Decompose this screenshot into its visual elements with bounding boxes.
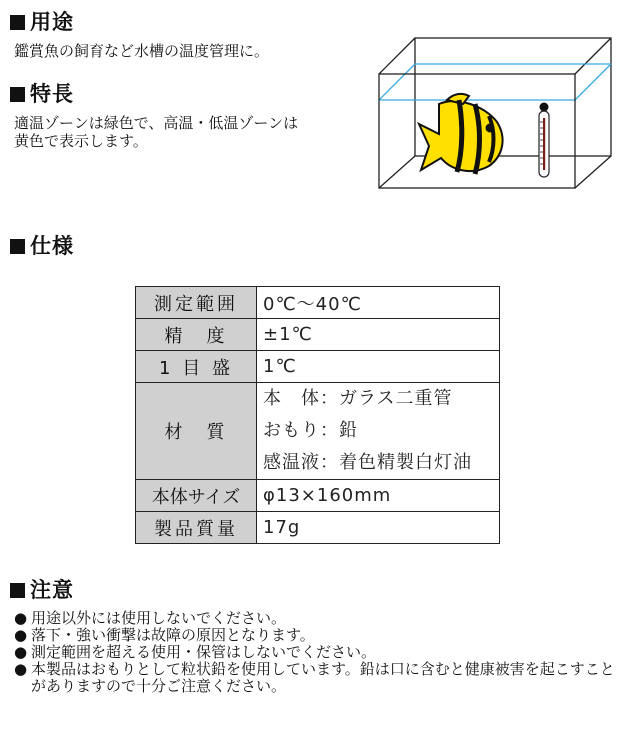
spec-table <box>135 286 500 544</box>
bullet-icon: ● <box>14 609 28 627</box>
bullet-icon: ● <box>14 660 28 678</box>
caution-heading-label: 注意 <box>30 578 74 602</box>
features-heading-label: 特長 <box>30 82 74 106</box>
caution-item <box>14 644 624 661</box>
spec-label: 本体サイズ <box>136 480 257 512</box>
caution-item <box>14 627 624 644</box>
caution-heading <box>10 574 74 604</box>
caution-text: 本製品はおもりとして粒状鉛を使用しています。鉛は口に含むと健康被害を起こすことがありますので十分ご注意ください。 <box>31 660 615 695</box>
features-text <box>14 114 354 150</box>
material-weight: おもり：鉛 <box>263 420 358 441</box>
features-heading <box>10 78 74 108</box>
spec-row-scale <box>136 351 500 383</box>
spec-label: 精 度 <box>136 319 257 351</box>
caution-text: 測定範囲を超える使用・保管はしないでください。 <box>31 643 377 661</box>
thermometer-icon <box>539 103 549 178</box>
spec-value <box>257 383 500 480</box>
spec-value: 0℃〜40℃ <box>257 287 500 319</box>
caution-item <box>14 661 624 695</box>
spec-label: 製品質量 <box>136 512 257 544</box>
spec-value: φ13×160mm <box>257 480 500 512</box>
caution-list <box>14 610 624 695</box>
usage-heading-label: 用途 <box>30 10 74 34</box>
spec-label: 測定範囲 <box>136 287 257 319</box>
spec-heading-label: 仕様 <box>30 234 74 258</box>
spec-row-weight <box>136 512 500 544</box>
usage-text: 鑑賞魚の飼育など水槽の温度管理に。 <box>14 42 270 60</box>
material-liquid: 感温液：着色精製白灯油 <box>263 452 472 473</box>
features-line-1: 適温ゾーンは緑色で、高温・低温ゾーンは <box>14 114 299 132</box>
water-surface <box>379 64 611 100</box>
square-bullet-icon <box>10 583 25 598</box>
spec-value: 17g <box>257 512 500 544</box>
spec-value: ±1℃ <box>257 319 500 351</box>
spec-row-accuracy <box>136 319 500 351</box>
features-line-2: 黄色で表示します。 <box>14 132 148 150</box>
aquarium-illustration <box>377 34 617 194</box>
spec-label: 材 質 <box>136 383 257 480</box>
caution-item <box>14 610 624 627</box>
square-bullet-icon <box>10 87 25 102</box>
square-bullet-icon <box>10 239 25 254</box>
square-bullet-icon <box>10 15 25 30</box>
bullet-icon: ● <box>14 626 28 644</box>
fish-icon <box>419 94 503 174</box>
spec-value: 1℃ <box>257 351 500 383</box>
spec-row-material <box>136 383 500 480</box>
spec-label: 1 目 盛 <box>136 351 257 383</box>
spec-heading <box>10 230 74 260</box>
usage-heading <box>10 6 74 36</box>
material-body: 本 体：ガラス二重管 <box>263 388 453 409</box>
bullet-icon: ● <box>14 643 28 661</box>
spec-row-range <box>136 287 500 319</box>
spec-row-size <box>136 480 500 512</box>
caution-text: 落下・強い衝撃は故障の原因となります。 <box>31 626 315 644</box>
caution-text: 用途以外には使用しないでください。 <box>31 609 287 627</box>
